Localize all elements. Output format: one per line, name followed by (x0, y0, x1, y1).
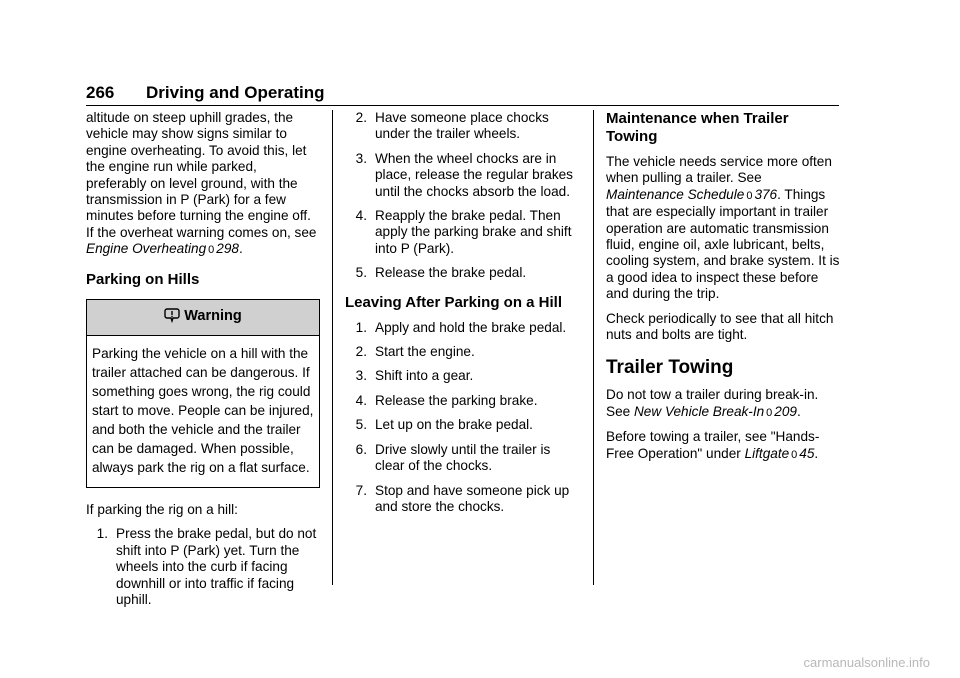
list-item: 4. Release the parking brake. (355, 392, 538, 408)
leaving-steps-list (345, 320, 581, 516)
warning-body: Parking the vehicle on a hill with the trailer attached can be dangerous. If something goes wrong, the rig could start to move. People can be injured, and both the vehicle and the trailer can be damaged. When possible, always park the rig on a flat surface. (92, 346, 314, 476)
page-ref-icon: 0 (746, 189, 753, 202)
liftgate-page[interactable]: 45 (799, 445, 815, 461)
heading-maintenance: Maintenance when Trailer Towing (606, 110, 789, 145)
intro-paragraph: altitude on steep uphill grades, the vehicle may show signs similar to engine overheating. To avoid this, let the engine run while parked, preferably on level ground, with the transmission in P (Park) for a few minutes before turning the engine off. If the overheat warning comes on, see Engine Overheating 0 298. (86, 110, 317, 257)
section-title: Driving and Operating (146, 83, 325, 102)
heading-leaving-after-parking: Leaving After Parking on a Hill (345, 293, 562, 311)
warning-title: Warning (184, 307, 242, 324)
list-item: 5. Let up on the brake pedal. (355, 417, 533, 433)
heading-trailer-towing: Trailer Towing (606, 357, 734, 379)
maintenance-schedule-page[interactable]: 376 (754, 186, 778, 202)
list-item: 5. Release the brake pedal. (355, 265, 527, 281)
warning-header (87, 300, 319, 336)
list-item: 1. Apply and hold the brake pedal. (355, 319, 567, 335)
list-item: 4. Reapply the brake pedal. Then apply the parking brake and shift into P (Park). (355, 208, 572, 256)
break-in-page[interactable]: 209 (774, 403, 797, 419)
page-ref-icon: 0 (208, 244, 215, 257)
if-parking-text: If parking the rig on a hill: (86, 502, 238, 518)
maintenance-schedule-link[interactable]: Maintenance Schedule (606, 186, 745, 202)
column-1 (86, 110, 320, 617)
page-ref-icon: 0 (791, 448, 798, 461)
warning-box (86, 299, 320, 488)
list-item: 6. Drive slowly until the trailer is clear of the chocks. (355, 441, 551, 474)
column-2 (345, 110, 581, 523)
parking-steps-list (86, 526, 320, 608)
list-item: 1. Press the brake pedal, but do not shift into P (Park) yet. Turn the wheels into the curb if facing downhill or into traffic if facing uphill. (96, 526, 317, 608)
list-item: 7. Stop and have someone pick up and store the chocks. (355, 482, 570, 514)
break-in-link[interactable]: New Vehicle Break-In (633, 403, 765, 419)
break-in-paragraph: Do not tow a trailer during break-in. See New Vehicle Break-In 0 209. (606, 387, 819, 419)
hitch-paragraph: Check periodically to see that all hitch nuts and bolts are tight. (606, 310, 834, 343)
column-3 (606, 110, 842, 471)
list-item: 2. Have someone place chocks under the trailer wheels. (355, 110, 549, 142)
engine-overheating-page[interactable]: 298 (216, 241, 239, 257)
page-ref-icon: 0 (766, 406, 773, 419)
column-divider (332, 110, 333, 585)
engine-overheating-link[interactable]: Engine Overheating (86, 241, 207, 257)
hands-free-paragraph: Before towing a trailer, see "Hands-Free Operation" under Liftgate 0 45. (606, 429, 820, 461)
maintenance-paragraph: The vehicle needs service more often when pulling a trailer. See Maintenance Schedule 0 376. Things that are especially important in trailer operation are automatic transmission fluid, engine oil, axle lubricant, belts, cooling system, and brake system. It is a good idea to inspect these before and during the trip. (606, 154, 840, 302)
parking-steps-list-cont (345, 110, 581, 282)
watermark: carmanualsonline.info (803, 655, 930, 670)
list-item: 3. Shift into a gear. (355, 368, 474, 384)
column-divider (593, 110, 594, 585)
heading-parking-on-hills: Parking on Hills (86, 270, 200, 288)
page-number: 266 (86, 83, 115, 102)
list-item: 2. Start the engine. (355, 344, 475, 360)
page-header (86, 83, 839, 106)
list-item: 3. When the wheel chocks are in place, release the regular brakes until the chocks absorb the load. (355, 150, 573, 199)
warning-icon (164, 307, 180, 327)
liftgate-link[interactable]: Liftgate (744, 445, 790, 461)
